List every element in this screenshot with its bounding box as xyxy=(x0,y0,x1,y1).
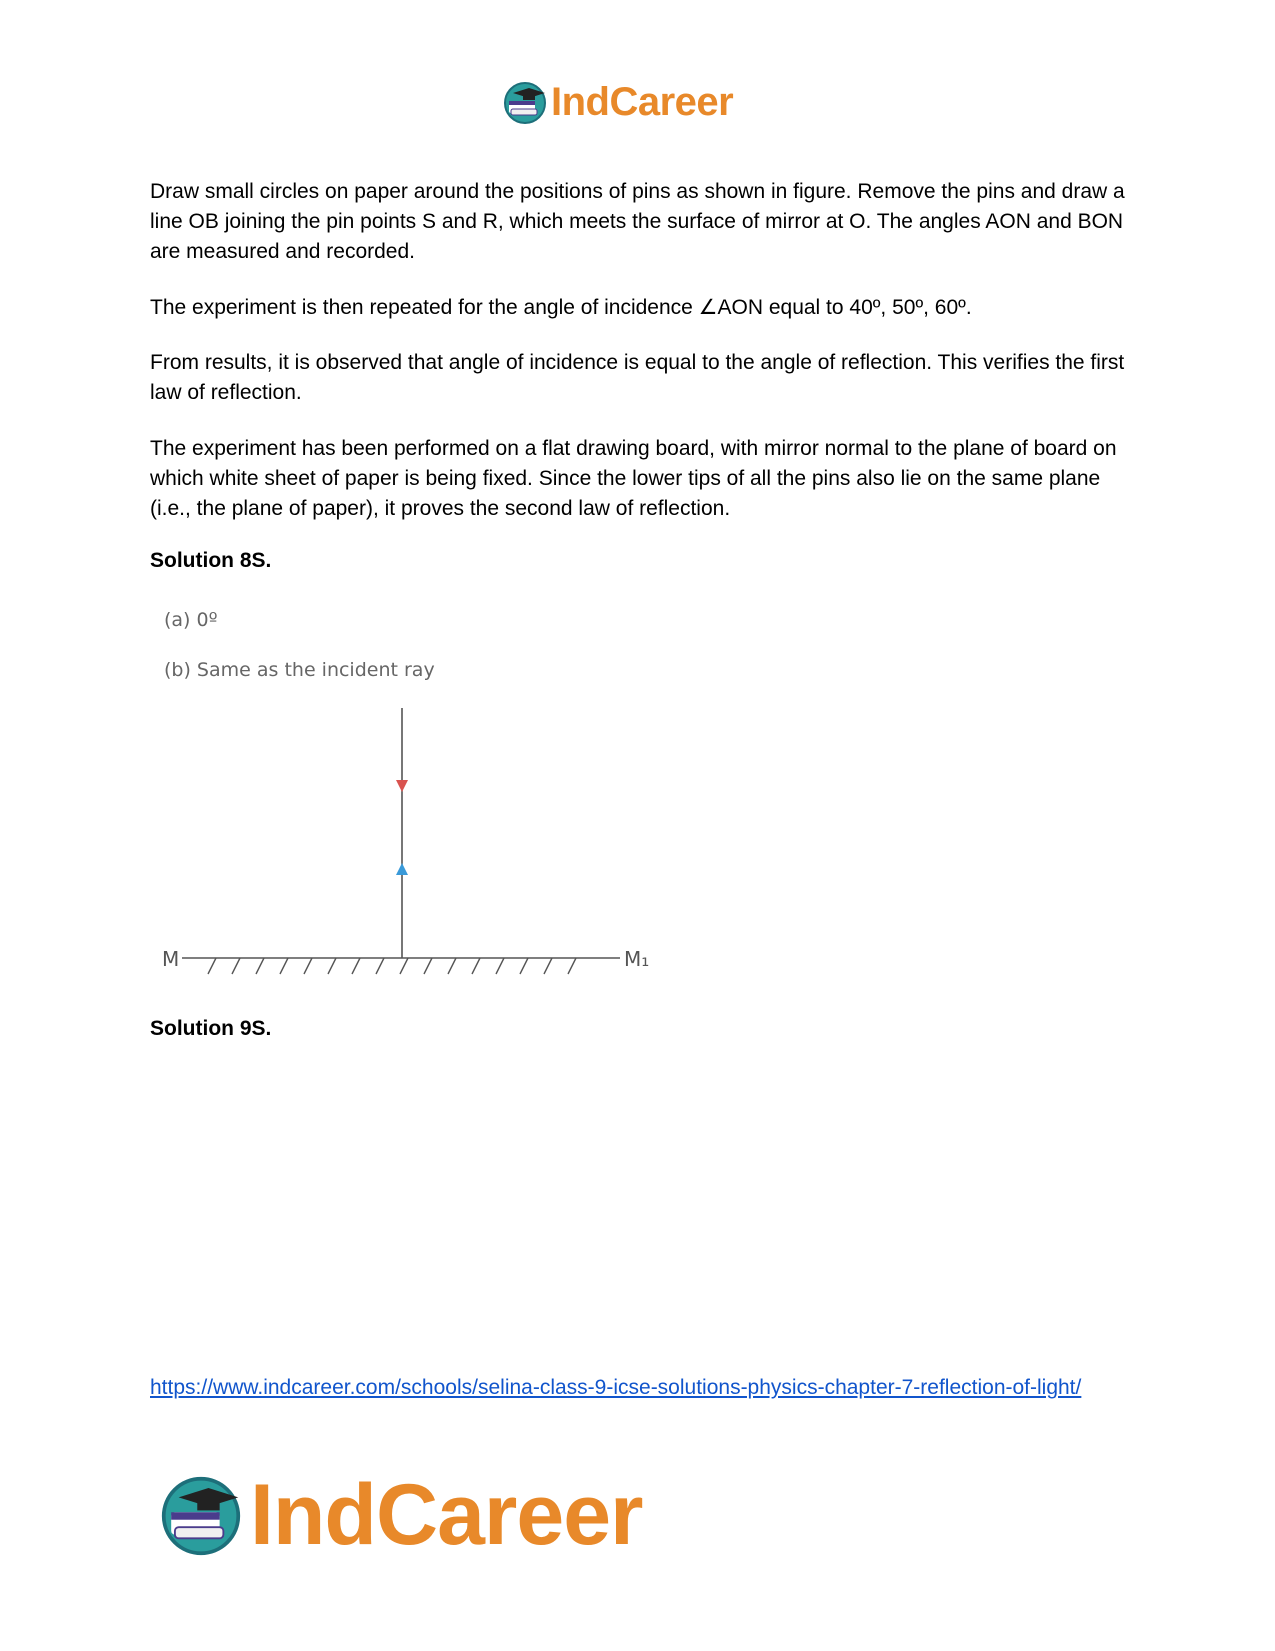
paragraph-repeat: The experiment is then repeated for the angle of incidence ∠AON equal to 40º, 50º, 60º. xyxy=(150,296,972,319)
mirror-label-left: M xyxy=(162,947,180,971)
mirror-hatching xyxy=(208,958,576,974)
paragraph-pins: Draw small circles on paper around the positions of pins as shown in figure. Remove the pins and draw a line OB joining the pin points S and R, which meets the surface of mirror at O. The angles AON and BON are measured and recorded. xyxy=(150,180,1125,263)
solution-8-part-b: (b) Same as the incident ray xyxy=(164,659,435,681)
paragraph-second-law: The experiment has been performed on a flat drawing board, with mirror normal to the plane of board on which white sheet of paper is being fixed. Since the lower tips of all the pins also lie on the same plane (i.e., the plane of paper), it proves the second law of reflection. xyxy=(150,437,1117,520)
source-link[interactable]: https://www.indcareer.com/schools/selina-class-9-icse-solutions-physics-chapter-7-reflection-of-light/ xyxy=(150,1376,1082,1399)
brand-wordmark: IndCareer xyxy=(551,80,734,124)
solution-9-heading: Solution 9S. xyxy=(150,1017,272,1040)
reflected-arrow xyxy=(396,863,408,875)
solution-8-part-a: (a) 0º xyxy=(164,609,218,631)
paragraph-results: From results, it is observed that angle of incidence is equal to the angle of reflection. This verifies the first law of reflection. xyxy=(150,351,1125,404)
graduation-book-icon xyxy=(503,81,547,125)
normal-incidence-diagram xyxy=(150,700,670,980)
brand-wordmark-large: IndCareer xyxy=(250,1467,643,1563)
incident-arrow xyxy=(396,780,408,792)
solution-8-heading: Solution 8S. xyxy=(150,549,272,572)
header-logo xyxy=(503,80,733,125)
graduation-book-icon xyxy=(160,1475,242,1557)
mirror-label-right: M₁ xyxy=(624,947,650,971)
footer-logo xyxy=(160,1466,643,1565)
